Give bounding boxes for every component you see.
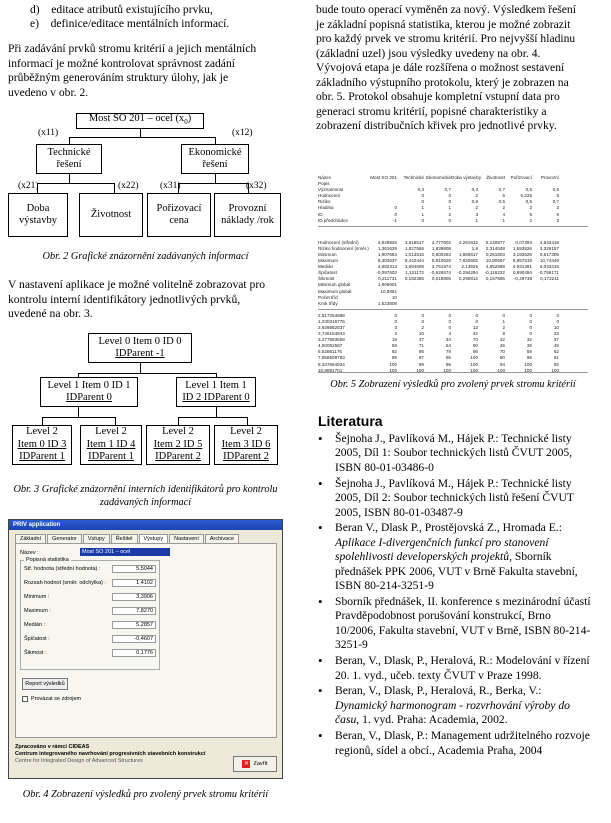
literature-heading: Literatura xyxy=(318,413,383,429)
table-cell: 10 xyxy=(391,294,397,300)
table-cell: 0,167585 xyxy=(485,276,505,282)
table-cell: 1,361629 xyxy=(377,245,397,251)
paragraph-settings: V nastavení aplikace je možné volitelně zobrazovat pro kontrolu interní identifikátory jednotlivých prvků, uvedené na obr. 3. xyxy=(8,278,265,320)
table-row xyxy=(318,368,588,374)
table-cell: 0 xyxy=(475,318,478,324)
table-cell: 0 xyxy=(448,318,451,324)
table-cell: 4,931381 xyxy=(512,264,532,270)
stat-label: Rozsah hodnot (směr. odchylka) : xyxy=(24,580,106,586)
table-cell xyxy=(451,301,478,307)
table-cell: 0,182365 xyxy=(404,276,424,282)
table-cell: 0,3 xyxy=(471,187,478,193)
table-cell: 4,852688 xyxy=(485,264,505,270)
table-cell: 100 xyxy=(389,361,397,367)
table-cell: Popis xyxy=(318,181,330,187)
literature-item: • Beran, V., Dlask, P., Heralová, R.: Modelování v řízení 20. 1. vyd., učeb. texty ČVUT v Praze 1998. xyxy=(318,654,594,683)
table-cell: 34 xyxy=(445,337,451,343)
link-source-checkbox[interactable] xyxy=(22,696,28,702)
table-cell: Krok třídy xyxy=(318,300,338,306)
table-cell: 3,694808 xyxy=(404,264,424,270)
table-cell: Riziko xyxy=(318,199,331,205)
table-cell: 2,928682837 xyxy=(318,324,345,330)
table-cell: 1,230316776 xyxy=(318,318,345,324)
table-cell: 2 xyxy=(529,217,532,223)
table-cell: 2 xyxy=(556,205,559,211)
table-cell: 4,829826 xyxy=(377,239,397,245)
literature-item: • Beran, V., Dlask, P., Heralová, R., Berka, V.: Dynamický harmonogram - rozvrhování výroby do času, 1. vyd. Praha: Academia, 2002. xyxy=(318,684,594,727)
stat-value: 7,8270 xyxy=(112,607,156,615)
fig3-level2-item0: Level 2 Item 0 ID 3 IDParent 1 xyxy=(12,425,72,465)
table-cell: Název xyxy=(318,175,332,180)
table-cell: 62 xyxy=(553,349,559,355)
table-cell: 1,839808 xyxy=(431,245,451,251)
table-cell: 90 xyxy=(499,355,505,361)
literature-item: • Šejnoha J., Pavlíková M., Hájek P.: Technické listy 2005, Díl 1: Soubor technických listů ČVUT 2005, ISBN 80-01-03486-0 xyxy=(318,432,594,475)
table-cell: 100 xyxy=(470,355,478,361)
table-cell: 100 xyxy=(470,367,478,373)
fig2-label-x12: (x12) xyxy=(232,128,253,138)
table-cell: Minimum xyxy=(318,251,337,257)
table-cell: 10,80667 xyxy=(485,258,505,264)
table-cell: 90 xyxy=(472,343,478,349)
stat-value: 5,2857 xyxy=(112,621,156,629)
table-cell: 2 xyxy=(475,193,478,199)
table-cell: 8,810526 xyxy=(431,258,451,264)
table-cell: 0 xyxy=(448,199,451,205)
table-cell: 23 xyxy=(553,331,559,337)
table-cell: 3 xyxy=(475,211,478,217)
table-cell: 64 xyxy=(445,343,451,349)
close-button[interactable] xyxy=(233,756,277,772)
table-cell: 0,5 xyxy=(525,199,532,205)
table-cell: 10 xyxy=(553,324,559,330)
table-cell: -0,29738 xyxy=(513,276,532,282)
table-cell: 0 xyxy=(556,318,559,324)
table-cell: 0 xyxy=(448,217,451,223)
table-cell: Hladina xyxy=(318,205,334,211)
table-cell: 1 xyxy=(502,318,505,324)
table-cell: 5 xyxy=(502,193,505,199)
table-cell: 0 xyxy=(529,318,532,324)
table-cell: 99 xyxy=(445,361,451,367)
literature-list xyxy=(318,432,594,759)
table-cell: -0,097603 xyxy=(376,270,397,276)
stat-label: Minimum : xyxy=(24,594,50,600)
table-cell: 0,817305 xyxy=(539,251,559,257)
fig2-label-x11: (x11) xyxy=(38,128,59,138)
table-cell: 100 xyxy=(551,367,559,373)
tab-vystupy[interactable]: Výstupy xyxy=(139,534,169,544)
table-cell: ID předchůdce xyxy=(318,217,348,223)
table-cell: 4 xyxy=(502,211,505,217)
table-cell: 7,858509783 xyxy=(318,355,345,361)
table-cell: 2 xyxy=(475,205,478,211)
table-cell: 8,347664934 xyxy=(318,361,345,367)
footer-line-2: Centrum integrovaného navrhování progresivních stavebních konstrukcí xyxy=(15,751,206,757)
footer-line-3: Centre for Integrated Design of Advanced Structures xyxy=(15,758,143,764)
table-cell: 4,751974 xyxy=(431,264,451,270)
table-cell: 2 xyxy=(502,324,505,330)
table-cell: 0,7 xyxy=(498,187,505,193)
table-cell: 10,8891 xyxy=(380,288,397,294)
list-item-d: d) editace atributů existujícího prvku, xyxy=(30,3,213,16)
table-cell: 4 xyxy=(448,331,451,337)
tab-zakladni[interactable]: Základní xyxy=(15,534,46,544)
protocol-input-table xyxy=(318,175,588,227)
table-cell: Významnost xyxy=(318,187,344,193)
table-cell: 81 xyxy=(553,355,559,361)
table-cell: 1,523808 xyxy=(377,300,397,306)
name-select[interactable]: Most SO 201 – ocel xyxy=(80,548,170,556)
table-cell: 94 xyxy=(499,361,505,367)
table-cell: 100 xyxy=(497,367,505,373)
table-cell: 8,303637 xyxy=(377,258,397,264)
table-cell: 2,261922 xyxy=(458,239,478,245)
table-cell xyxy=(424,301,451,307)
app-window xyxy=(8,519,283,779)
title-bar: PRIV application xyxy=(9,520,282,530)
stat-value: -0,4607 xyxy=(112,635,156,643)
table-cell: 1,121172 xyxy=(405,270,424,276)
table-cell: 97 xyxy=(418,355,424,361)
protocol-distribution-table xyxy=(318,313,588,374)
table-cell: 0 xyxy=(421,318,424,324)
table-cell: -0,294294 xyxy=(457,270,478,276)
table-cell: 96 xyxy=(526,355,532,361)
tab-archivace[interactable]: Archivace xyxy=(205,534,239,544)
table-cell: 0,600263 xyxy=(431,251,451,257)
table-cell: 0 xyxy=(448,312,451,318)
table-cell: 0,290812 xyxy=(458,276,478,282)
caption-figure-5: Obr. 5 Zobrazení výsledků pro zvolený prvek stromu kritérií xyxy=(330,379,576,390)
report-button[interactable]: Report výsledků xyxy=(22,678,68,690)
table-cell: Špičatost xyxy=(318,270,337,276)
fig2-node-technical: Technické řešení xyxy=(36,144,102,174)
table-cell: 92 xyxy=(553,361,559,367)
table-cell: 0 xyxy=(475,312,478,318)
table-cell: Počet tříd xyxy=(318,294,338,300)
table-cell: 37 xyxy=(553,337,559,343)
table-cell: Hodnocení (střední) xyxy=(318,239,359,245)
table-cell: 2,13925 xyxy=(461,264,478,270)
table-cell: 99 xyxy=(391,355,397,361)
table-cell: 2 xyxy=(448,211,451,217)
fig2-label-x32: (x32) xyxy=(246,181,267,191)
caption-figure-3: Obr. 3 Grafické znázornění interních identifikátorů pro kontrolu zadávaných informací xyxy=(13,484,278,508)
table-cell: 59 xyxy=(526,349,532,355)
tab-vstupy[interactable]: Vstupy xyxy=(83,534,110,544)
table-cell: 0,8 xyxy=(471,199,478,205)
table-cell: ID xyxy=(318,211,323,217)
table-cell: 2,314048 xyxy=(485,245,505,251)
table-cell: 1,013815 xyxy=(404,251,424,257)
table-cell: 100 xyxy=(389,367,397,373)
table-cell: -0,116222 xyxy=(484,270,505,276)
table-cell xyxy=(505,301,532,307)
table-cell: 3,746154943 xyxy=(318,331,345,337)
table-cell: 9 xyxy=(502,331,505,337)
literature-item: • Beran V., Dlask P., Prostějovská Z., Hromada E.: Aplikace I-divergenčních funkcí pro stanovení spolehlivosti developerských projektů, Sborník přednášek PPK 2006, VUT v Brně Fakulta stavební, ISBN 80-214-3251-9 xyxy=(318,521,594,593)
table-cell: 0,7 xyxy=(552,199,559,205)
fig3-level2-item2: Level 2 Item 2 ID 5 IDParent 2 xyxy=(146,425,210,465)
table-cell: 1,9 xyxy=(471,245,478,251)
tab-bar xyxy=(9,530,282,544)
table-cell: 1 xyxy=(421,211,424,217)
name-label: Název : xyxy=(20,550,39,556)
table-cell: Životnost xyxy=(486,175,505,180)
table-cell: 2 xyxy=(394,331,397,337)
table-cell: 70 xyxy=(499,349,505,355)
fig2-label-x31: (x31) xyxy=(160,181,181,191)
table-cell: 5,043315 xyxy=(539,264,559,270)
table-cell: 0,3 xyxy=(417,187,424,193)
table-cell: 0,5 xyxy=(498,199,505,205)
table-cell xyxy=(397,301,424,307)
table-cell: 0 xyxy=(421,217,424,223)
link-source-label: Provázat se zdrojem xyxy=(31,696,82,702)
table-cell: 1 xyxy=(475,217,478,223)
fig2-label-x21: (x21) xyxy=(18,181,39,191)
table-cell: 2 xyxy=(556,217,559,223)
table-cell: 98 xyxy=(472,349,478,355)
literature-item: • Sborník přednášek, II. konference s mezinárodní účastí Pravděpodobnost porušování konstrukcí, Brno 10/2006, Fakulta stavební, VUT v Brně, ISBN 80-214-3251-9 xyxy=(318,595,594,653)
table-cell: Medián xyxy=(318,264,334,270)
table-cell: 37 xyxy=(418,337,424,343)
table-cell: 0 xyxy=(394,211,397,217)
close-icon: ✕ xyxy=(243,761,249,767)
stat-label: Stř. hodnota (střední hodnota) : xyxy=(24,566,101,572)
table-cell: 2 xyxy=(529,205,532,211)
table-cell: 4,843418 xyxy=(539,239,559,245)
table-cell: 3 xyxy=(394,324,397,330)
literature-item: • Beran, V., Dlask, P.: Management udržitelného rozvoje regionů, sídel a obcí., Academia Praha, 2004 xyxy=(318,729,594,758)
table-cell: 8,857519 xyxy=(512,258,532,264)
table-cell: 7,620602 xyxy=(458,258,478,264)
table-cell: 0 xyxy=(421,312,424,318)
footer-line-1: Zpracováno v rámci CIDEAS xyxy=(15,744,90,750)
close-button-label: Zavřít xyxy=(253,761,268,767)
stat-value: 5,5044 xyxy=(112,565,156,573)
paragraph-results: bude touto operací vyměněn za nový. Výsledkem řešení je základní popisná statistika, kterou je možné zobrazit pro každý prvek ve stromu kritérií. Pro nejvyšší hladinu (základní uzel) jsou výsledky uvedeny na obr. 4. Vývojová etapa je dále rozšířena o možnost sestavení základního výstupního protokolu, který je zobrazen na obr. 5. Protokol obsahuje kompletní vstupní data pro generaci stromu kritérií, popisné charakteristiky a zobrazení distribučních křivek pro jednotlivé prvky. xyxy=(316,3,576,132)
fig2-leaf-cost: Pořizovací cena xyxy=(147,193,211,237)
table-cell: 0 xyxy=(556,312,559,318)
table-cell: 1,593826 xyxy=(512,245,532,251)
table-cell xyxy=(478,301,505,307)
table-cell: 95 xyxy=(418,349,424,355)
table-cell: 4,777602 xyxy=(431,239,451,245)
fig2-node-economic: Ekonomické řešení xyxy=(181,144,249,174)
table-cell: 3,193626 xyxy=(512,251,532,257)
table-cell: 10,8891701 xyxy=(318,367,343,373)
table-cell: 10 xyxy=(418,331,424,337)
table-cell: 3,326157 xyxy=(539,245,559,251)
table-cell: 5 xyxy=(529,211,532,217)
table-cell: 79 xyxy=(445,349,451,355)
table-cell: 39 xyxy=(526,343,532,349)
table-cell: 4,682313 xyxy=(377,264,397,270)
table-cell: 96 xyxy=(445,355,451,361)
table-cell: 1 xyxy=(502,217,505,223)
table-cell: 42 xyxy=(472,331,478,337)
protocol-table xyxy=(318,175,588,373)
table-cell: 8,442444 xyxy=(404,258,424,264)
fig2-leaf-lifetime: Životnost xyxy=(79,193,143,237)
table-cell: Riziko hodnocení (směr.) xyxy=(318,245,369,251)
table-cell: 5 xyxy=(556,193,559,199)
table-row xyxy=(318,218,588,224)
table-cell: 2 xyxy=(421,324,424,330)
tab-resitel[interactable]: Řešitel xyxy=(111,534,138,544)
table-cell: Šikmost xyxy=(318,276,335,282)
table-cell: 49 xyxy=(553,343,559,349)
table-cell: 6 xyxy=(556,211,559,217)
table-cell: 32 xyxy=(526,337,532,343)
protocol-stats-table xyxy=(318,240,588,310)
table-cell: 0,7 xyxy=(444,187,451,193)
table-cell: 1 xyxy=(421,205,424,211)
fig3-level1-item1: Level 1 Item 1 ID 2 IDParent 0 xyxy=(176,377,256,407)
fig2-root: Most SO 201 – ocel $(x_0)$ xyxy=(76,113,204,129)
table-cell: 3,277893558 xyxy=(318,337,345,343)
table-cell: 92 xyxy=(391,349,397,355)
stat-value: 0,1776 xyxy=(112,649,156,657)
stat-value: 1,4102 xyxy=(112,579,156,587)
table-row xyxy=(318,301,588,307)
table-cell: 5,225 xyxy=(520,193,532,199)
table-cell: Most SO 201 xyxy=(370,175,397,180)
tab-generator[interactable]: Generator xyxy=(47,534,82,544)
table-cell: 2 xyxy=(502,205,505,211)
fig2-label-x22: (x22) xyxy=(118,181,139,191)
stat-label: Maximum : xyxy=(24,608,51,614)
table-cell: 3,818517 xyxy=(404,239,424,245)
table-cell: 58 xyxy=(391,343,397,349)
table-cell: 22 xyxy=(499,337,505,343)
table-cell: 100 xyxy=(524,367,532,373)
table-cell: 1,906901 xyxy=(377,282,397,288)
literature-item: • Šejnoha J., Pavlíková M., Hájek P.: Technické listy 2005, Díl 2: Soubor technických listů řešení ČVUT 2005, ISBN 80-01-03487-9 xyxy=(318,477,594,520)
table-cell: -0,759171 xyxy=(538,270,559,276)
stat-label: Špičatost : xyxy=(24,636,50,642)
table-cell: 0 xyxy=(394,318,397,324)
stat-label: Šikmost : xyxy=(24,650,47,656)
table-cell: 5,140877 xyxy=(485,239,505,245)
table-cell: 0,261803 xyxy=(485,251,505,257)
table-cell: Pořizovací xyxy=(510,175,532,180)
table-cell: 71 xyxy=(418,343,424,349)
fig3-level1-item0: Level 1 Item 0 ID 1 IDParent 0 xyxy=(40,377,138,407)
table-cell: 13 xyxy=(472,324,478,330)
fig2-leaf-duration: Doba výstavby xyxy=(8,193,68,237)
table-cell: Provozní xyxy=(540,175,559,180)
table-cell: 1,827565 xyxy=(404,245,424,251)
table-cell: 1,907684 xyxy=(377,251,397,257)
table-cell: 0,5 xyxy=(552,187,559,193)
table-cell: 0,07394 xyxy=(515,239,532,245)
paragraph-intro: Při zadávání prvků stromu kritérií a jejich mentálních informací je možné kontrolovat správnost zadání průběžným generováním struktury úlohy, jak je uvedeno v obr. 2. xyxy=(8,42,257,99)
table-cell: 0 xyxy=(448,324,451,330)
caption-figure-2: Obr. 2 Grafické znázornění zadávaných informací xyxy=(42,251,249,262)
table-cell: Minimum globál xyxy=(318,282,351,288)
table-cell: Maximum globál xyxy=(318,288,352,294)
table-cell: Hodnocení xyxy=(318,193,341,199)
table-cell: 0,890494 xyxy=(512,270,532,276)
table-cell: Ekonomické xyxy=(425,175,451,180)
stat-label: Medián : xyxy=(24,622,46,628)
table-cell: 2,817254988 xyxy=(318,312,345,318)
table-cell: 0 xyxy=(394,312,397,318)
tab-panel xyxy=(15,543,277,738)
table-cell: 99 xyxy=(418,361,424,367)
table-cell: Maximum xyxy=(318,258,338,264)
table-cell: 0,172211 xyxy=(540,276,559,282)
fig3-level2-item1: Level 2 Item 1 ID 4 IDParent 1 xyxy=(80,425,142,465)
table-cell: 0 xyxy=(394,205,397,211)
table-cell: Doba výstavby xyxy=(451,175,482,180)
table-cell: 0 xyxy=(529,312,532,318)
table-cell: 100 xyxy=(416,367,424,373)
table-cell: 0,5 xyxy=(525,187,532,193)
table-cell: 1 xyxy=(448,205,451,211)
table-cell: 0 xyxy=(529,324,532,330)
table-cell: 46 xyxy=(499,343,505,349)
table-cell xyxy=(532,301,559,307)
tab-nastaveni[interactable]: Nastavení xyxy=(169,534,204,544)
table-cell: 0 xyxy=(421,199,424,205)
stat-value: 3,3906 xyxy=(112,593,156,601)
table-cell: -0,626574 xyxy=(430,270,451,276)
table-cell: 10,74449 xyxy=(539,258,559,264)
table-cell: Technické xyxy=(403,175,424,180)
table-cell: 100 xyxy=(443,367,451,373)
table-cell: 70 xyxy=(472,337,478,343)
table-cell: 4,50052587 xyxy=(318,343,343,349)
table-cell: 0 xyxy=(529,331,532,337)
table-cell: 100 xyxy=(470,361,478,367)
table-cell: 1,865617 xyxy=(458,251,478,257)
table-cell: 100 xyxy=(524,361,532,367)
list-item-e: e) definice/editace mentálních informací. xyxy=(30,17,230,30)
fig3-root: Level 0 Item 0 ID 0 IDParent -1 xyxy=(88,333,192,363)
stats-group-label: Popisná statistika xyxy=(26,557,69,563)
table-cell: 0 xyxy=(448,193,451,199)
table-cell: 0,211731 xyxy=(378,276,397,282)
table-cell: 19 xyxy=(391,337,397,343)
fig2-leaf-operating: Provozní náklady /rok xyxy=(214,193,281,237)
fig3-level2-item3: Level 2 Item 3 ID 6 IDParent 2 xyxy=(214,425,278,465)
table-cell: 0 xyxy=(421,193,424,199)
caption-figure-4: Obr. 4 Zobrazení výsledků pro zvolený prvek stromu kritérií xyxy=(22,789,269,800)
table-cell: 6,52861176 xyxy=(318,349,342,355)
table-cell: 0,018806 xyxy=(431,276,451,282)
table-cell: 0 xyxy=(502,312,505,318)
table-cell: -1 xyxy=(392,217,397,223)
